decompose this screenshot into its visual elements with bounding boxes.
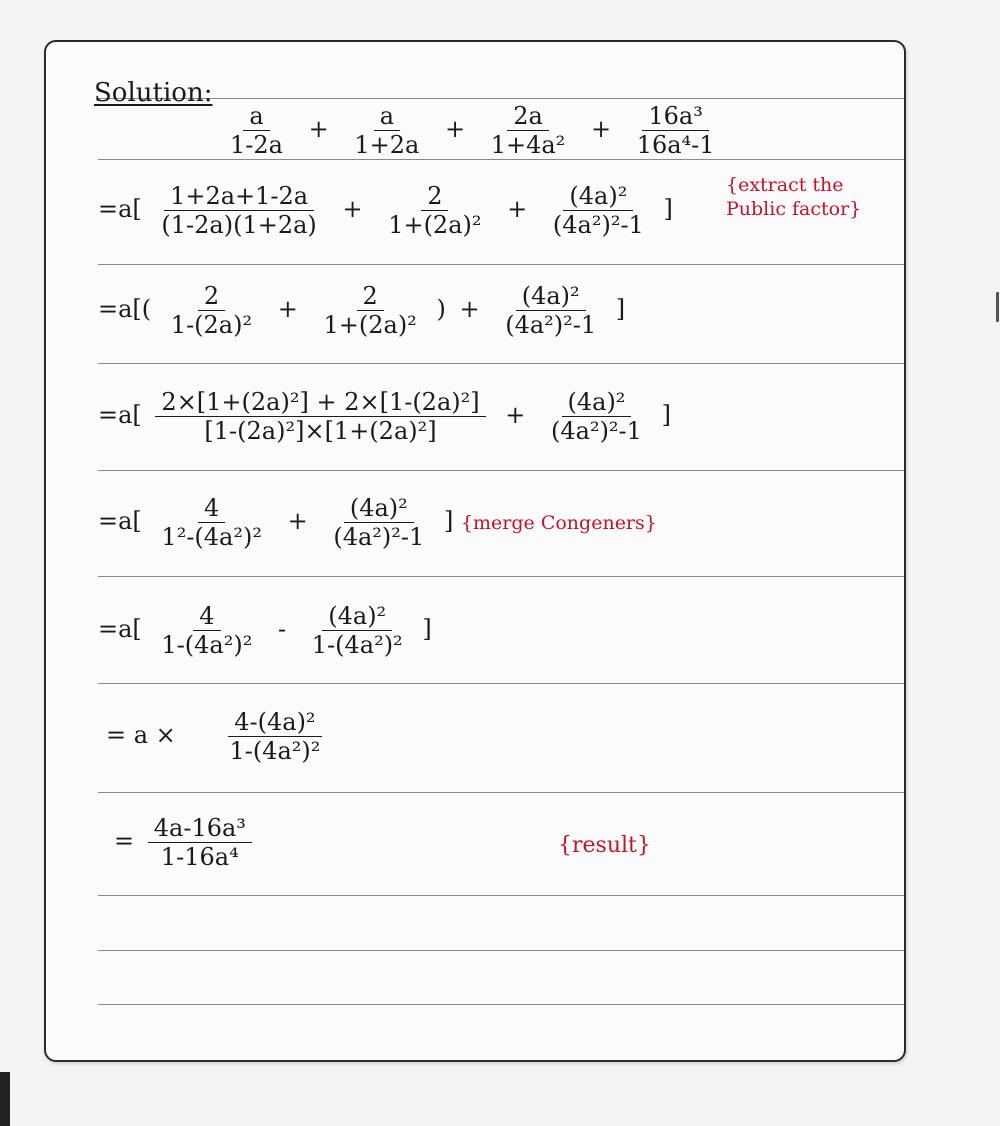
fraction [382, 182, 487, 239]
line-lead: = a × [106, 721, 176, 749]
denominator: 1-(4a²)² [229, 737, 321, 765]
fraction [155, 602, 258, 659]
line-lead: =a[ [98, 195, 142, 223]
fraction [155, 388, 485, 445]
fraction [327, 494, 430, 551]
fraction [155, 494, 268, 551]
denominator: 16a⁴-1 [636, 131, 715, 159]
operator: + [505, 401, 526, 429]
annotation-result: {result} [558, 833, 651, 858]
annotation-extract-factor [726, 174, 861, 222]
line-lead: =a[( [98, 295, 152, 323]
numerator: (4a)² [322, 602, 392, 631]
ruled-line [98, 576, 904, 577]
fraction [306, 602, 409, 659]
fraction [499, 282, 602, 339]
fraction [155, 182, 322, 239]
fraction [223, 708, 326, 765]
photo-edge-mark [996, 292, 999, 322]
line-close: ] [663, 195, 673, 223]
line-lead: = [114, 827, 135, 855]
ruled-line [98, 470, 904, 471]
line-close: ] [443, 507, 454, 535]
ruled-line [98, 950, 904, 951]
fraction [318, 282, 423, 339]
denominator: 1-(2a)² [170, 311, 253, 339]
fraction [348, 102, 425, 159]
line-close: ] [661, 401, 671, 429]
fraction [148, 814, 252, 871]
photo-background-corner [0, 1072, 10, 1126]
annotation-line: {extract the [726, 174, 844, 196]
numerator: 2 [357, 282, 384, 311]
denominator: 1-16a⁴ [160, 843, 239, 871]
numerator: (4a)² [562, 388, 632, 417]
expression-line-8 [114, 814, 258, 871]
denominator: (4a²)²-1 [505, 311, 597, 339]
denominator: (1-2a)(1+2a) [161, 211, 317, 239]
ruled-line [98, 159, 904, 160]
fraction [224, 102, 289, 159]
ruled-line [98, 1004, 904, 1005]
numerator: 2 [421, 182, 448, 211]
line-close: ] [422, 615, 432, 643]
ruled-line [98, 98, 904, 99]
fraction [545, 388, 648, 445]
expression-line-6 [98, 602, 432, 659]
numerator: 2a [507, 102, 549, 131]
expression-line-4 [98, 388, 671, 445]
ruled-line [98, 792, 904, 793]
denominator: [1-(2a)²]×[1+(2a)²] [204, 417, 437, 445]
operator: + [507, 195, 528, 223]
solution-title: Solution: [94, 78, 213, 108]
numerator: 2 [198, 282, 225, 311]
ruled-line [98, 264, 904, 265]
operator: + [444, 115, 466, 143]
fraction [485, 102, 572, 159]
numerator: 4a-16a³ [148, 814, 252, 843]
expression-line-1 [218, 102, 727, 159]
denominator: 1-(4a²)² [161, 631, 253, 659]
notebook-page [44, 40, 906, 1062]
annotation-line: Public factor} [726, 197, 862, 220]
denominator: 1-2a [230, 131, 283, 159]
expression-line-2 [98, 182, 673, 239]
numerator: 2×[1+(2a)²] + 2×[1-(2a)²] [155, 388, 485, 417]
denominator: (4a²)²-1 [551, 417, 642, 445]
denominator: 1²-(4a²)² [161, 523, 262, 551]
expression-line-3 [98, 282, 625, 339]
denominator: 1+(2a)² [323, 311, 417, 339]
numerator: (4a)² [563, 182, 633, 211]
expression-line-7 [106, 708, 332, 765]
denominator: 1-(4a²)² [311, 631, 403, 659]
operator: + [459, 295, 480, 323]
numerator: a [374, 102, 400, 131]
expression-line-5 [98, 494, 657, 551]
denominator: (4a²)²-1 [552, 211, 644, 239]
numerator: (4a)² [516, 282, 586, 311]
fraction [547, 182, 650, 239]
operator: + [342, 195, 363, 223]
denominator: 1+2a [354, 131, 420, 159]
operator: + [287, 507, 308, 535]
denominator: 1+(2a)² [388, 211, 482, 239]
fraction [631, 102, 721, 159]
operator: - [278, 615, 287, 643]
denominator: (4a²)²-1 [333, 523, 425, 551]
numerator: 4-(4a)² [228, 708, 321, 737]
line-close: ] [615, 295, 626, 323]
numerator: 16a³ [642, 102, 708, 131]
fraction [165, 282, 258, 339]
operator: + [308, 115, 329, 143]
numerator: 1+2a+1-2a [164, 182, 314, 211]
line-mid: ) [436, 295, 446, 323]
operator: + [590, 115, 612, 143]
numerator: (4a)² [344, 494, 414, 523]
annotation-merge-congeners: {merge Congeners} [460, 512, 657, 534]
ruled-line [98, 895, 904, 896]
ruled-line [98, 363, 904, 364]
numerator: a [243, 102, 269, 131]
line-lead: =a[ [98, 615, 142, 643]
numerator: 4 [198, 494, 225, 523]
line-lead: =a[ [98, 507, 142, 535]
line-lead: =a[ [98, 401, 142, 429]
operator: + [277, 295, 298, 323]
numerator: 4 [193, 602, 220, 631]
ruled-line [98, 683, 904, 684]
denominator: 1+4a² [490, 131, 566, 159]
